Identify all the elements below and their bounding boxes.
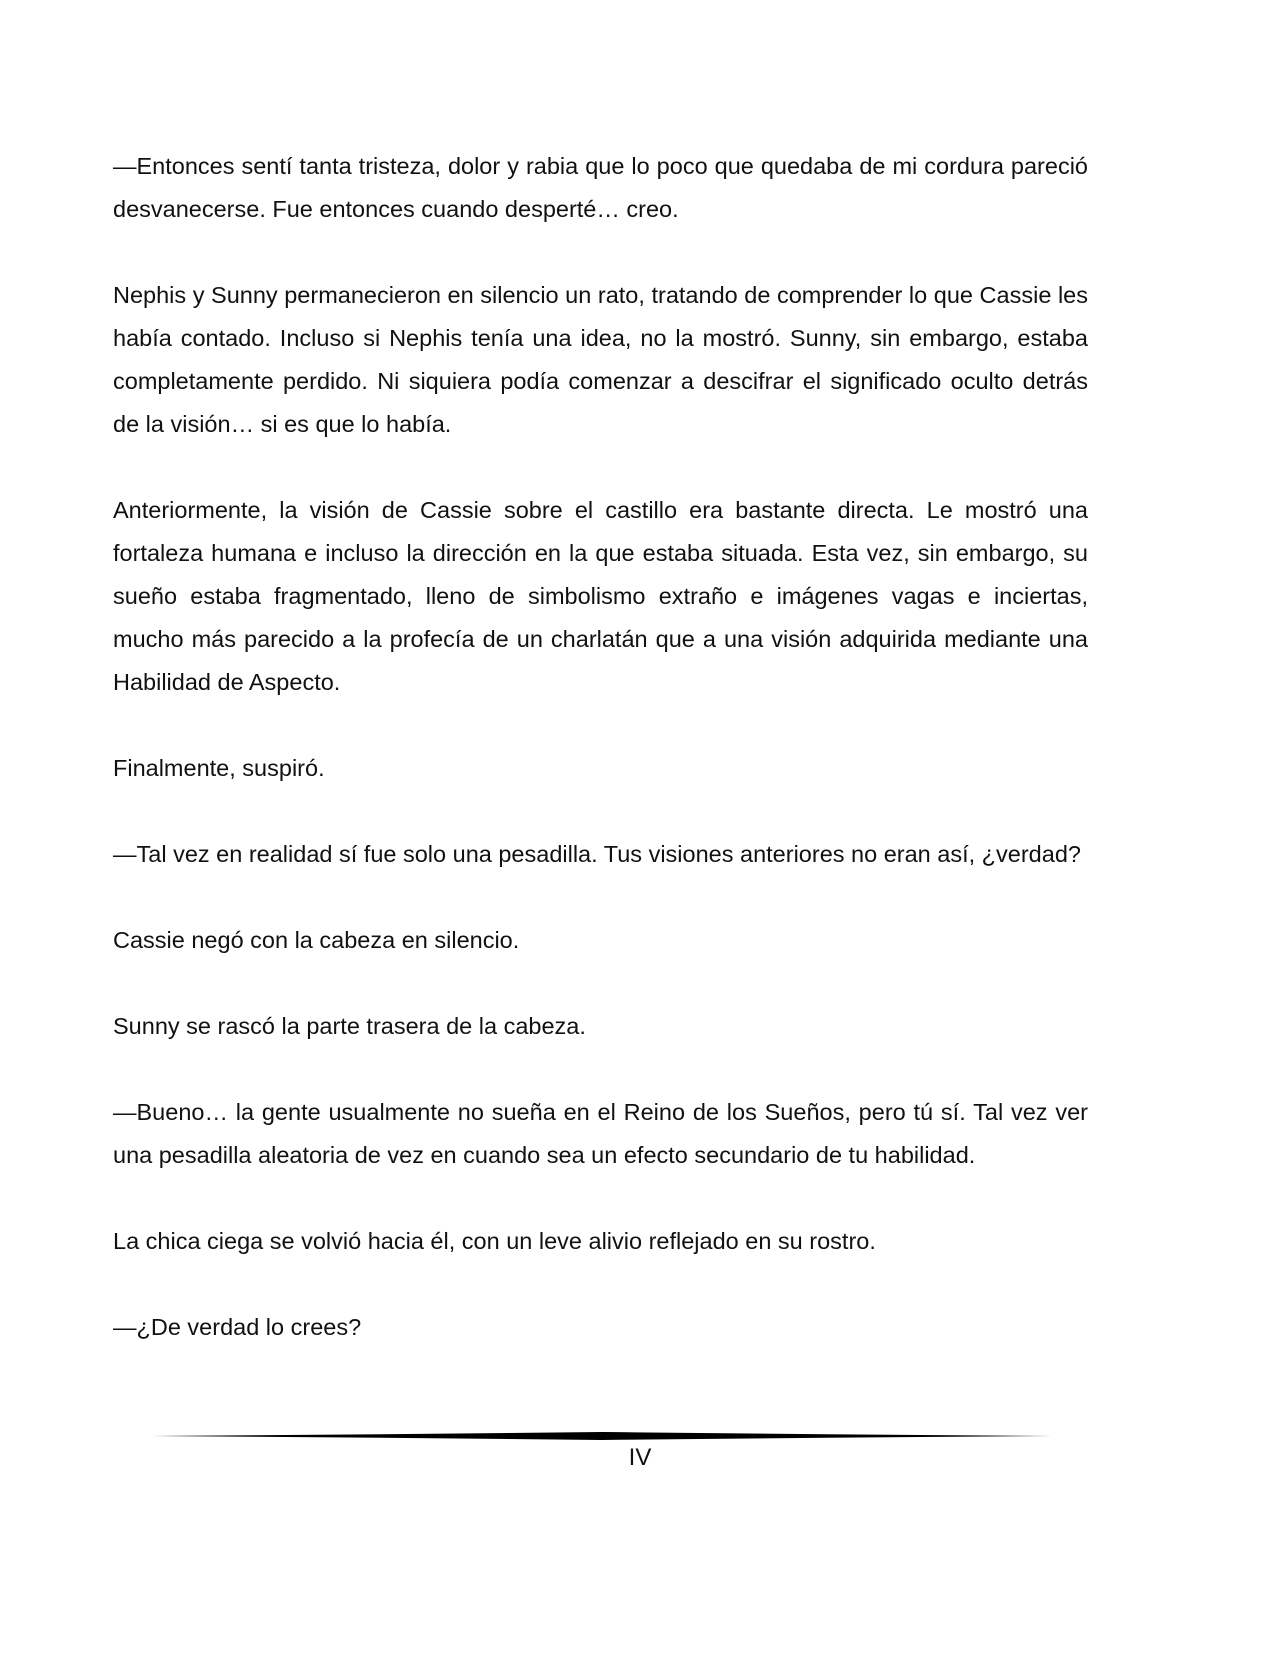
paragraph: Finalmente, suspiró. — [113, 755, 325, 781]
footer-divider — [152, 1430, 1052, 1442]
page-body — [113, 145, 1088, 1392]
paragraph: —Bueno… la gente usualmente no sueña en el Reino de los Sueños, pero tú sí. Tal vez ver una pesadilla aleatoria de vez en cuando sea un efecto secundario de tu habilidad. — [113, 1099, 1088, 1168]
paragraph: —Tal vez en realidad sí fue solo una pesadilla. Tus visiones anteriores no eran así, ¿verdad? — [113, 841, 1081, 867]
paragraph: Cassie negó con la cabeza en silencio. — [113, 927, 520, 953]
paragraph: —Entonces sentí tanta tristeza, dolor y rabia que lo poco que quedaba de mi cordura pareció desvanecerse. Fue entonces cuando desperté… creo. — [113, 153, 1088, 222]
page-number: IV — [628, 1444, 652, 1471]
paragraph: Anteriormente, la visión de Cassie sobre el castillo era bastante directa. Le mostró una fortaleza humana e incluso la dirección en la que estaba situada. Esta vez, sin embargo, su sueño estaba fragmentado, lleno de simbolismo extraño e imágenes vagas e inciertas, mucho más parecido a la profecía de un charlatán que a una visión adquirida mediante una Habilidad de Aspecto. — [113, 497, 1088, 695]
paragraph: Nephis y Sunny permanecieron en silencio un rato, tratando de comprender lo que Cassie les había contado. Incluso si Nephis tenía una idea, no la mostró. Sunny, sin embargo, estaba completamente perdido. Ni siquiera podía comenzar a descifrar el significado oculto detrás de la visión… si es que lo había. — [113, 282, 1088, 437]
paragraph: —¿De verdad lo crees? — [113, 1314, 362, 1340]
paragraph: Sunny se rascó la parte trasera de la cabeza. — [113, 1013, 586, 1039]
paragraph: La chica ciega se volvió hacia él, con un leve alivio reflejado en su rostro. — [113, 1228, 876, 1254]
